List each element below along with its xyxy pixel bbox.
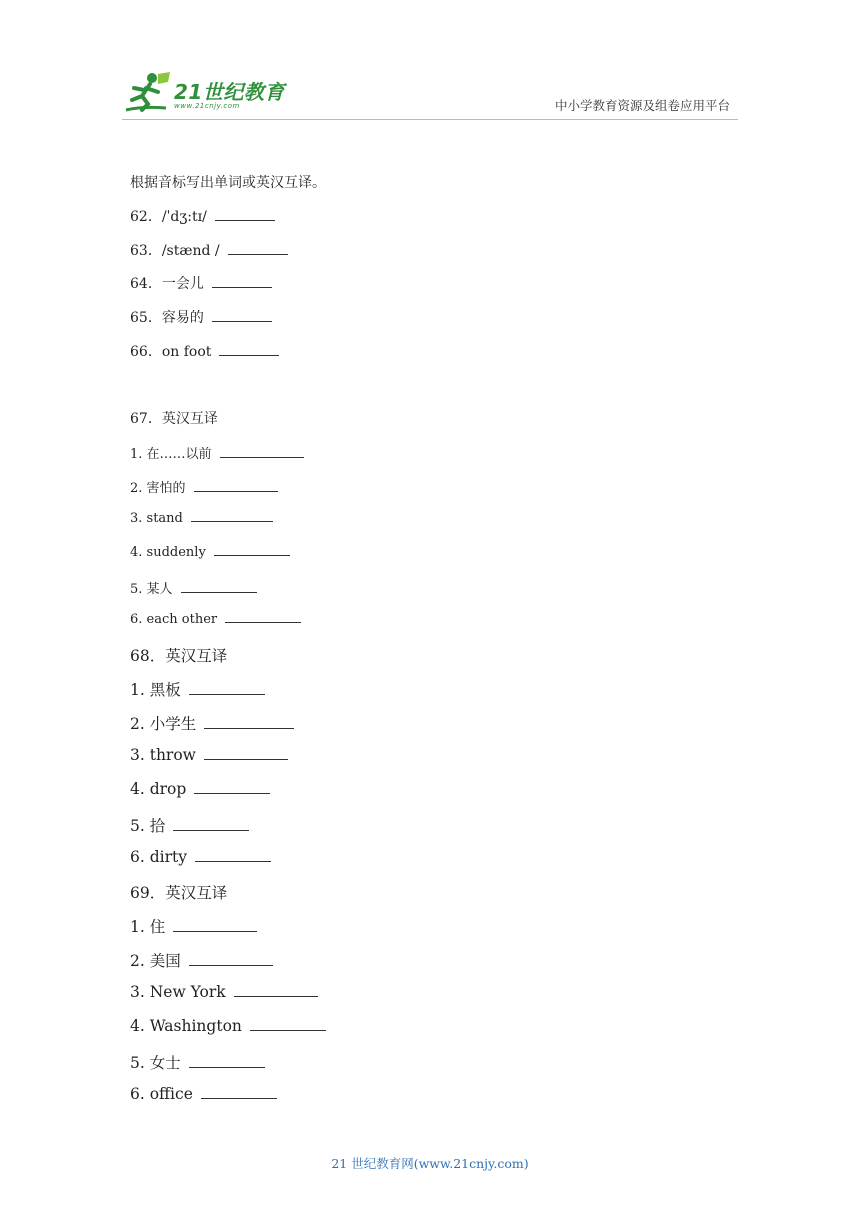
answer-blank[interactable] [173,930,257,932]
list-item [130,477,278,496]
answer-blank[interactable] [250,1029,326,1031]
answer-blank[interactable] [189,964,273,966]
question-64-text: 64．一会儿 [130,276,204,292]
page-footer: 21 世纪教育网(www.21cnjy.com) [331,1156,529,1171]
list-item-text: 6. office [130,1085,193,1103]
list-item [130,578,257,597]
list-item [130,1085,277,1103]
answer-blank[interactable] [189,693,265,695]
list-item-text: 5. 女士 [130,1054,181,1072]
question-65-text: 65．容易的 [130,310,204,326]
list-item-text: 4. drop [130,780,187,798]
header-slogan: 中小学教育资源及组卷应用平台 [554,98,730,113]
answer-blank[interactable] [225,621,301,623]
question-68-title: 68．英汉互译 [130,647,228,665]
header-divider [122,119,738,120]
list-item-text: 2. 害怕的 [130,481,186,496]
list-item [130,983,318,1001]
answer-blank[interactable] [201,1097,277,1099]
answer-blank[interactable] [181,591,257,593]
list-item [130,511,273,526]
list-item-text: 3. throw [130,746,196,764]
list-item-text: 5. 拾 [130,817,166,835]
answer-blank[interactable] [212,320,272,322]
logo [122,70,292,116]
list-item-text: 2. 小学生 [130,715,197,733]
answer-blank[interactable] [195,860,271,862]
question-67-title: 67．英汉互译 [130,411,218,427]
list-item [130,545,290,560]
answer-blank[interactable] [219,354,279,356]
list-item-text: 4. Washington [130,1017,242,1035]
question-62 [130,206,275,226]
list-item [130,1051,265,1073]
list-item-text: 6. each other [130,612,218,627]
answer-blank[interactable] [234,995,318,997]
answer-blank[interactable] [220,456,304,458]
question-66-text: 66．on foot [130,344,212,360]
question-64 [130,273,272,293]
list-item [130,712,294,734]
list-item-text: 1. 住 [130,918,166,936]
list-item-text: 1. 在……以前 [130,447,212,462]
question-63-text: 63．/stænd / [130,243,220,259]
question-63 [130,240,288,260]
list-item [130,780,270,798]
list-item [130,678,265,700]
list-item [130,848,271,866]
list-item [130,814,249,836]
list-item [130,1017,326,1035]
instructions: 根据音标写出单词或英汉互译。 [130,175,326,191]
question-66 [130,341,279,361]
answer-blank[interactable] [212,286,272,288]
list-item-text: 1. 黑板 [130,681,181,699]
answer-blank[interactable] [204,758,288,760]
question-65 [130,307,272,327]
list-item-text: 5. 某人 [130,582,173,597]
list-item-text: 4. suddenly [130,545,206,560]
answer-blank[interactable] [215,219,275,221]
question-62-text: 62．/ˈdʒ:tɪ/ [130,209,207,225]
logo-text: 21世纪教育 [174,80,285,104]
list-item [130,746,288,764]
list-item [130,949,273,971]
answer-blank[interactable] [204,727,294,729]
logo-url: www.21cnjy.com [174,102,240,110]
list-item-text: 6. dirty [130,848,187,866]
list-item [130,443,304,462]
list-item-text: 3. New York [130,983,226,1001]
answer-blank[interactable] [214,554,290,556]
list-item [130,612,301,627]
answer-blank[interactable] [173,829,249,831]
question-69-title: 69．英汉互译 [130,884,228,902]
answer-blank[interactable] [194,490,278,492]
answer-blank[interactable] [191,520,273,522]
list-item [130,915,257,937]
answer-blank[interactable] [228,253,288,255]
answer-blank[interactable] [189,1066,265,1068]
list-item-text: 3. stand [130,511,183,526]
list-item-text: 2. 美国 [130,952,181,970]
answer-blank[interactable] [194,792,270,794]
runner-logo-icon [122,70,174,116]
